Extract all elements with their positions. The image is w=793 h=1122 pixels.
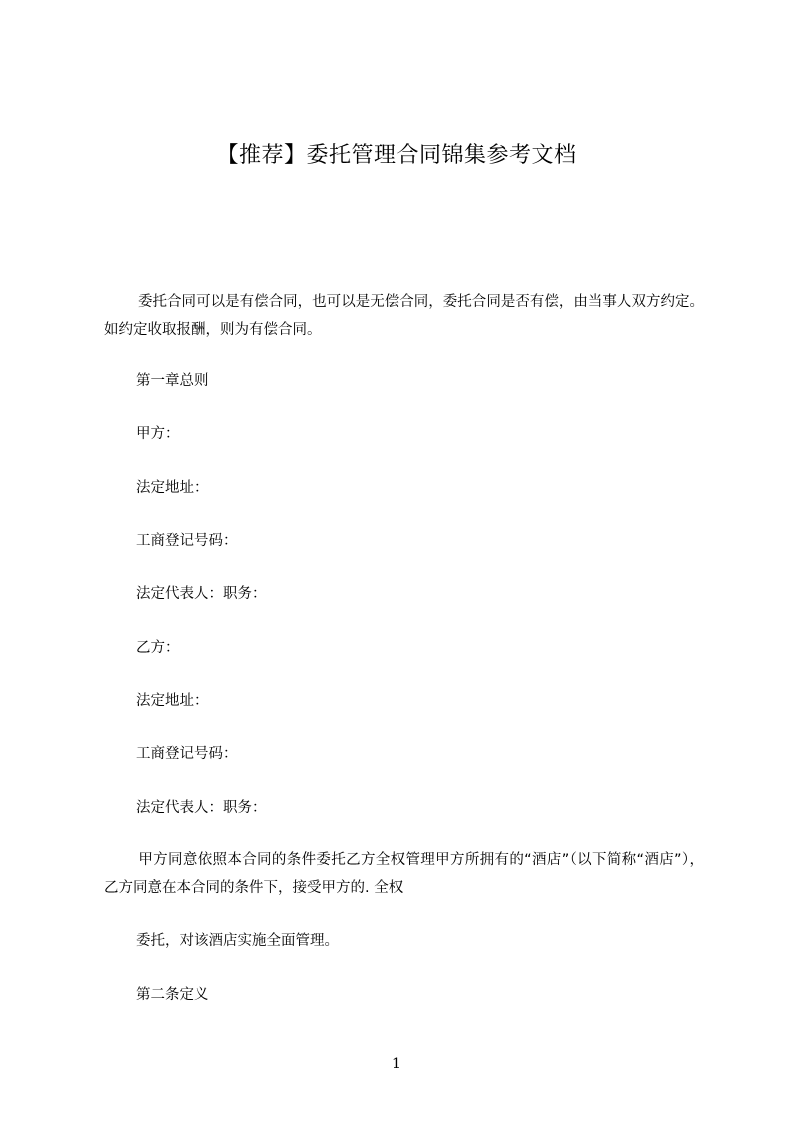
party-a-address-label: 法定地址： [136,480,209,496]
party-a-rep-label: 法定代表人：职务： [136,586,267,602]
article-2-heading: 第二条定义 [136,987,209,1003]
intro-text: 委托合同可以是有偿合同，也可以是无偿合同，委托合同是否有偿，由当事人双方约定。如约定收取报酬，则为有偿合同。 [104,294,704,338]
agreement-text: 甲方同意依照本合同的条件委托乙方全权管理甲方所拥有的“酒店”（以下简称“酒店”），乙方同意在本合同的条件下，接受甲方的. 全权 [104,852,704,896]
intro-paragraph [104,288,704,344]
party-b-label: 乙方： [136,640,180,656]
page-number: 1 [392,1056,401,1072]
party-b-reg-no-label: 工商登记号码： [136,746,238,762]
party-a-label: 甲方： [136,426,180,442]
chapter-1-heading: 第一章总则 [136,373,209,389]
party-b-address-label: 法定地址： [136,693,209,709]
party-b-rep-label: 法定代表人：职务： [136,800,267,816]
agreement-paragraph [104,846,704,902]
document-title: 【推荐】委托管理合同锦集参考文档 [216,143,577,168]
agreement-continuation: 委托，对该酒店实施全面管理。 [136,933,339,949]
party-a-reg-no-label: 工商登记号码： [136,533,238,549]
